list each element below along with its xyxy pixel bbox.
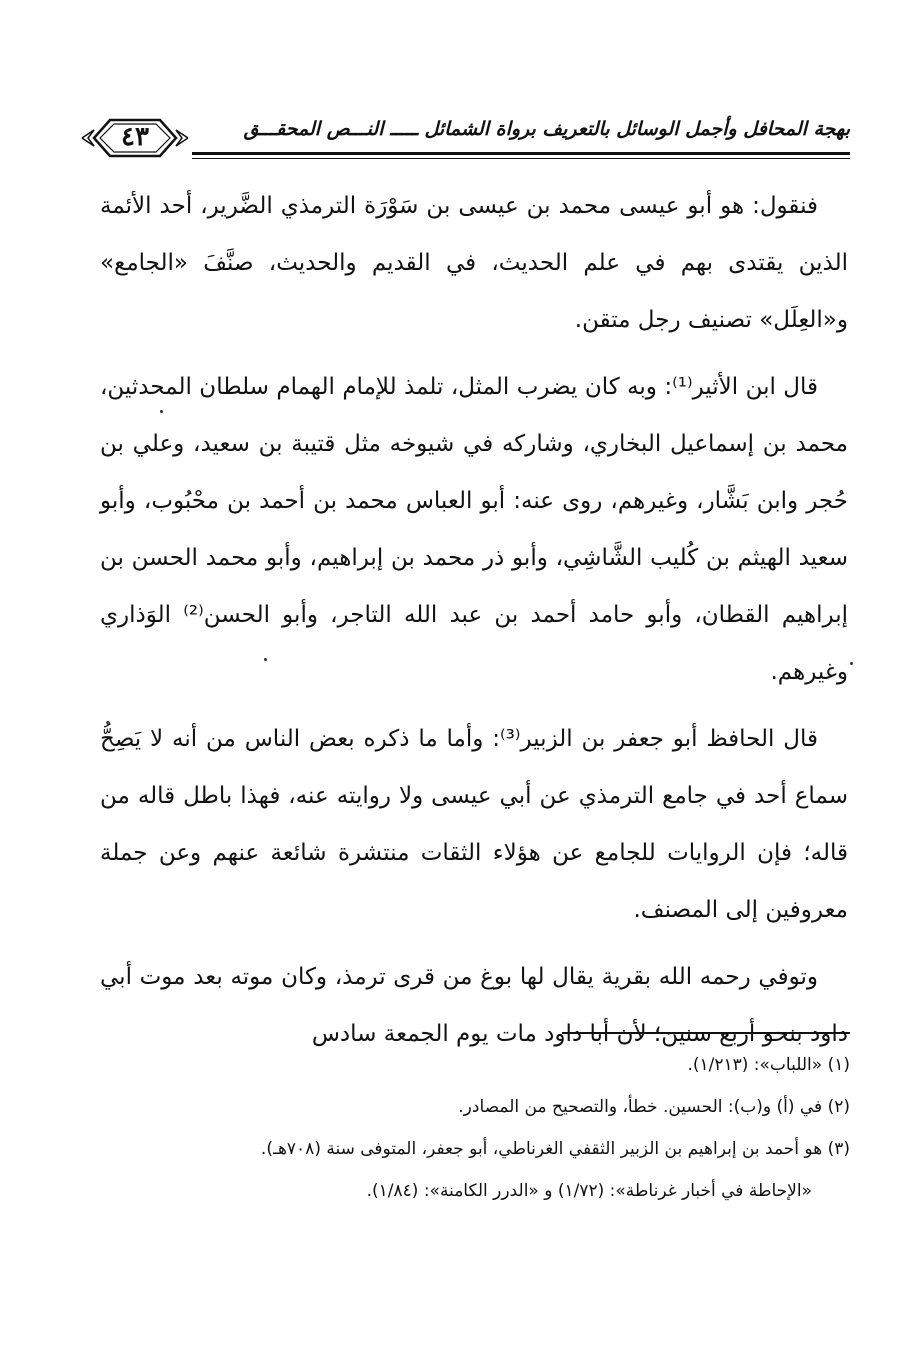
footnote: (٣) هو أحمد بن إبراهيم بن الزبير الثقفي الغرناطي، أبو جعفر، المتوفى سنة (٧٠٨هـ).	[260, 1139, 850, 1159]
scan-speck	[850, 662, 853, 665]
page-header	[80, 110, 850, 170]
footnote-separator	[562, 1032, 850, 1034]
page-number: ٤٣	[121, 122, 149, 152]
scan-speck	[264, 658, 267, 661]
page-number-badge	[80, 114, 190, 162]
footnote: (٢) في (أ) و(ب): الحسين. خطأ، والتصحيح من المصادر.	[458, 1097, 850, 1117]
main-text	[100, 178, 848, 1073]
footnotes	[100, 1046, 850, 1214]
header-rule	[192, 152, 850, 155]
paragraph: قال الحافظ أبو جعفر بن الزبير⁽³⁾: وأما ما ذكره بعض الناس من أنه لا يَصِحُّ سماع أحد في جامع الترمذي عن أبي عيسى ولا روايته عنه، فهذا باطل قاله من قاله؛ فإن الروايات للجامع عن هؤلاء الثقات منتشرة شائعة عنهم وعن جملة معروفين إلى المصنف.	[100, 726, 848, 923]
paragraph: وتوفي رحمه الله بقرية يقال لها بوغ من قرى ترمذ، وكان موته بعد موت أبي داود بنحو أربع سنين؛ لأن أبا داود مات يوم الجمعة سادس	[100, 964, 848, 1047]
paragraph: فنقول: هو أبو عيسى محمد بن عيسى بن سَوْرَة الترمذي الضَّرير، أحد الأئمة الذين يقتدى بهم في علم الحديث، في القديم والحديث، صنَّفَ «الجامع» و«العِلَل» تصنيف رجل متقن.	[100, 193, 848, 333]
footnote-continuation: «الإحاطة في أخبار غرناطة»: (١/٧٢) و «الدرر الكامنة»: (١/٨٤).	[366, 1181, 812, 1201]
running-header-title: بهجة المحافل وأجمل الوسائل بالتعريف برواة الشمائل ـــــ النـــص المحقـــق	[243, 118, 850, 140]
header-rule-thin	[192, 158, 850, 159]
footnote: (١) «اللباب»: (١/٢١٣).	[687, 1055, 850, 1075]
paragraph: قال ابن الأثير⁽¹⁾: وبه كان يضرب المثل، تلمذ للإمام الهمام سلطان المحدثين، محمد بن إسماعيل البخاري، وشاركه في شيوخه مثل قتيبة بن سعيد، وعلي بن حُجر وابن بَشَّار، وغيرهم، روى عنه: أبو العباس محمد بن أحمد بن محْبُوب، وأبو سعيد الهيثم بن كُليب الشَّاشِي، وأبو ذر محمد بن إبراهيم، وأبو محمد الحسن بن إبراهيم القطان، وأبو حامد أحمد بن عبد الله التاجر، وأبو الحسن⁽²⁾ الوَذاري وغيرهم.	[100, 374, 848, 685]
scan-speck	[160, 410, 163, 413]
